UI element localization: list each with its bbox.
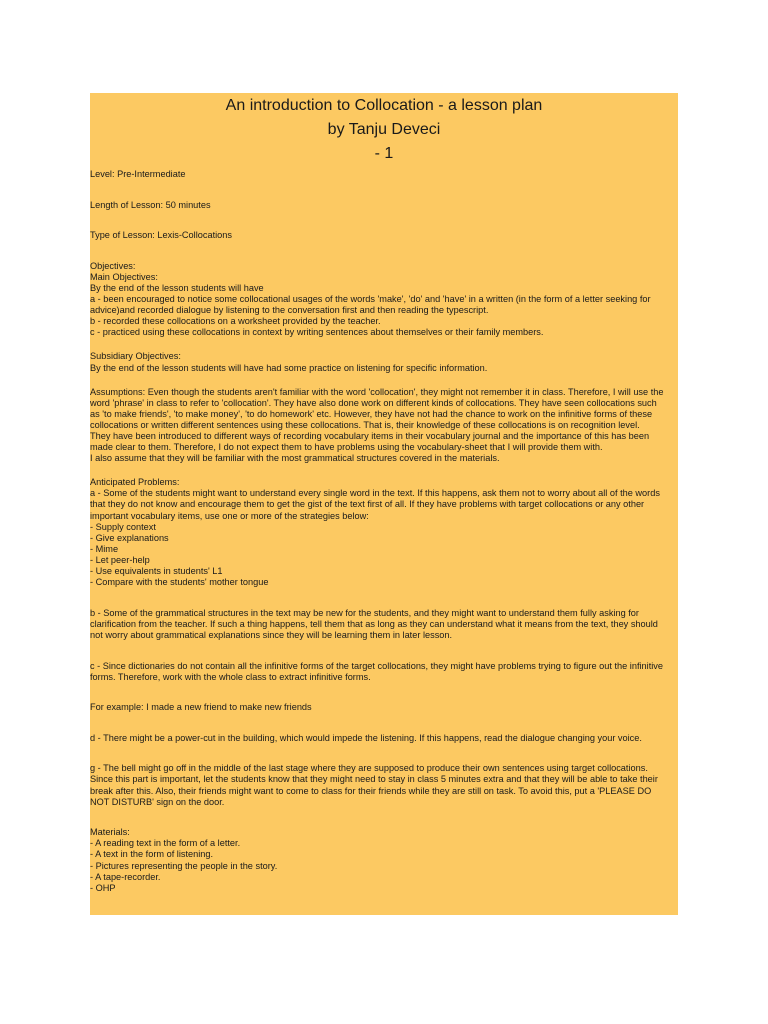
- title-author-line: by Tanju Deveci: [327, 121, 441, 138]
- materials-item: - A reading text in the form of a letter.: [90, 838, 241, 849]
- objective-a: a - been encouraged to notice some collocational usages of the words 'make', 'do' and 'have' in a written (in the form of a letter seeking for advice)and recorded dialogue by listening to the conversation first and then reading the typescript.: [90, 294, 654, 316]
- document-body: [90, 169, 668, 894]
- assumptions-paragraph-3: I also assume that they will be familiar with the most grammatical structures covered in the materials.: [90, 453, 500, 464]
- title-line-1: An introduction to Collocation - a lesson plan: [225, 97, 543, 114]
- objectives-heading: Objectives:: [90, 260, 136, 271]
- problem-d: d - There might be a power-cut in the building, which would impede the listening. If this happens, read the dialogue changing your voice.: [90, 732, 642, 743]
- materials-item: - A text in the form of listening.: [90, 849, 214, 860]
- title-page-number: - 1: [374, 145, 394, 162]
- level-line: Level: Pre-Intermediate: [90, 169, 186, 179]
- objective-b: b - recorded these collocations on a worksheet provided by the teacher.: [90, 316, 381, 327]
- strategy-item: - Supply context: [90, 521, 156, 532]
- strategy-item: - Compare with the students' mother tongue: [90, 577, 269, 588]
- subsidiary-objectives-text: By the end of the lesson students will have had some practice on listening for specific information.: [90, 362, 488, 373]
- length-line: Length of Lesson: 50 minutes: [90, 199, 211, 210]
- strategy-item: - Use equivalents in students' L1: [90, 566, 223, 577]
- subsidiary-objectives-heading: Subsidiary Objectives:: [90, 351, 181, 362]
- problem-g: g - The bell might go off in the middle of the last stage where they are supposed to produce their own sentences using target collocations. Since this part is important, let the students know that they might need to stay in class 5 minutes extra and that they will be able to take their break after this. Also, their friends might want to come to class for their friends while they are still on task. To avoid this, put a 'PLEASE DO NOT DISTURB' sign on the door.: [90, 763, 661, 807]
- materials-item: - Pictures representing the people in the story.: [90, 860, 278, 871]
- lesson-plan-page: [90, 93, 678, 915]
- strategy-item: - Mime: [90, 543, 119, 554]
- document-title: [90, 94, 678, 166]
- example-line: For example: I made a new friend to make new friends: [90, 702, 312, 713]
- problem-a: a - Some of the students might want to understand every single word in the text. If this happens, ask them not to worry about all of the words that they do not know and encourage them to get the gist of the text first of all. If they have problems with target collocations or any other important vocabulary items, use one or more of the strategies below:: [90, 488, 663, 521]
- problem-b: b - Some of the grammatical structures in the text may be new for the students, and they might want to understand them fully asking for clarification from the teacher. If such a thing happens, tell them that as long as they can understand what it means from the text, they should not worry about grammatical explanations since they will be learning them in later lesson.: [90, 607, 661, 640]
- materials-item: - OHP: [90, 882, 116, 893]
- assumptions-paragraph-1: Assumptions: Even though the students aren't familiar with the word 'collocation', they might not remember it in class. Therefore, I will use the word 'phrase' in class to refer to 'collocation'. They have also done work on different kinds of collocations. They have seen collocations such as 'to make friends', 'to make money', 'to do homework' etc. However, they have not had the chance to work on the infinitive forms of these collocations or written different sentences using these collocations. That is, their knowledge of these collocations is on recognition level.: [90, 386, 667, 430]
- materials-item: - A tape-recorder.: [90, 871, 161, 882]
- materials-heading: Materials:: [90, 827, 130, 838]
- type-line: Type of Lesson: Lexis-Collocations: [90, 230, 232, 241]
- assumptions-paragraph-2: They have been introduced to different ways of recording vocabulary items in their vocabulary journal and the importance of this has been made clear to them. Therefore, I do not expect them to have problems using the vocabulary-sheet that I will provide them with.: [90, 431, 652, 453]
- strategy-item: - Give explanations: [90, 532, 169, 543]
- main-objectives-heading: Main Objectives:: [90, 271, 158, 282]
- problem-c: c - Since dictionaries do not contain all the infinitive forms of the target collocations, they might have problems trying to figure out the infinitive forms. Therefore, work with the whole class to extract infinitive forms.: [90, 660, 666, 682]
- main-objectives-intro: By the end of the lesson students will have: [90, 282, 264, 293]
- anticipated-problems-heading: Anticipated Problems:: [90, 477, 180, 488]
- strategy-item: - Let peer-help: [90, 554, 150, 565]
- objective-c: c - practiced using these collocations in context by writing sentences about themselves or their family members.: [90, 327, 544, 338]
